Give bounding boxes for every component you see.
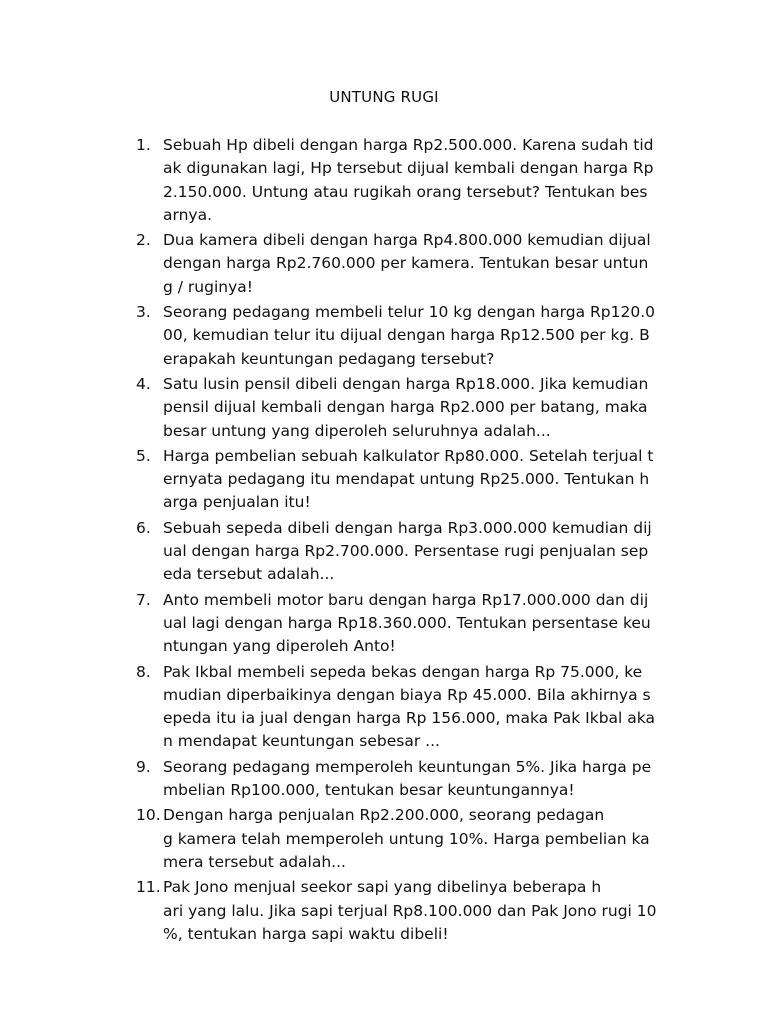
question-number: 3. <box>136 303 151 322</box>
page-title: UNTUNG RUGI <box>329 88 439 106</box>
question-text-line: Harga pembelian sebuah kalkulator Rp80.000. Setelah terjual t <box>163 446 654 465</box>
question-list <box>136 134 656 948</box>
question-text-line: Seorang pedagang memperoleh keuntungan 5%. Jika harga pe <box>163 757 652 776</box>
question-item <box>136 517 656 587</box>
question-number: 5. <box>136 446 151 465</box>
question-text-line: 00, kemudian telur itu dijual dengan harga Rp12.500 per kg. B <box>163 326 650 345</box>
question-text-line: Sebuah Hp dibeli dengan harga Rp2.500.000. Karena sudah tid <box>163 136 654 154</box>
question-text-line: erapakah keuntungan pedagang tersebut? <box>163 349 495 368</box>
question-text-line: ntungan yang diperoleh Anto! <box>163 637 396 656</box>
question-number: 10. <box>136 806 161 825</box>
question-text-line: 2.150.000. Untung atau rugikah orang tersebut? Tentukan bes <box>163 182 648 201</box>
question-item <box>136 445 656 515</box>
question-text-line: Dengan harga penjualan Rp2.200.000, seorang pedagan <box>163 806 605 825</box>
question-text-line: Satu lusin pensil dibeli dengan harga Rp18.000. Jika kemudian <box>163 374 649 393</box>
question-text-line: mera tersebut adalah... <box>163 852 346 871</box>
question-text-line: ual dengan harga Rp2.700.000. Persentase rugi penjualan sep <box>163 542 649 561</box>
question-text-line: ernyata pedagang itu mendapat untung Rp25.000. Tentukan h <box>163 470 650 489</box>
question-item <box>136 589 656 659</box>
question-text-line: besar untung yang diperoleh seluruhnya adalah... <box>163 421 551 440</box>
question-number: 4. <box>136 374 151 393</box>
question-text-line: arga penjualan itu! <box>163 493 311 512</box>
question-text-line: Dua kamera dibeli dengan harga Rp4.800.000 kemudian dijual <box>163 231 651 250</box>
question-text-line: arnya. <box>163 205 213 224</box>
question-text-line: mudian diperbaikinya dengan biaya Rp 45.000. Bila akhirnya s <box>163 685 651 704</box>
question-item <box>136 301 656 371</box>
question-item <box>136 876 656 946</box>
question-number: 2. <box>136 231 151 250</box>
question-text-line: Seorang pedagang membeli telur 10 kg dengan harga Rp120.0 <box>163 303 655 322</box>
question-text-line: g / ruginya! <box>163 277 253 296</box>
question-text-line: Sebuah sepeda dibeli dengan harga Rp3.000.000 kemudian dij <box>163 518 652 537</box>
question-text-line: eda tersebut adalah... <box>163 565 335 584</box>
question-text-line: Pak Ikbal membeli sepeda bekas dengan harga Rp 75.000, ke <box>163 662 643 681</box>
question-text-line: %, tentukan harga sapi waktu dibeli! <box>163 924 449 943</box>
question-number: 9. <box>136 757 151 776</box>
question-text-line: mbelian Rp100.000, tentukan besar keuntungannya! <box>163 781 575 800</box>
question-text-line: epeda itu ia jual dengan harga Rp 156.000, maka Pak Ikbal aka <box>163 709 655 728</box>
question-item <box>136 756 656 803</box>
question-text-line: ak digunakan lagi, Hp tersebut dijual kembali dengan harga Rp <box>163 159 654 178</box>
question-text-line: Pak Jono menjual seekor sapi yang dibelinya beberapa h <box>163 878 602 897</box>
question-text-line: Anto membeli motor baru dengan harga Rp17.000.000 dan dij <box>163 590 649 609</box>
question-item <box>136 134 656 227</box>
question-number: 11. <box>136 878 161 897</box>
question-number: 7. <box>136 590 151 609</box>
question-number: 6. <box>136 518 151 537</box>
question-item <box>136 804 656 874</box>
question-item <box>136 661 656 754</box>
question-text-line: g kamera telah memperoleh untung 10%. Harga pembelian ka <box>163 829 650 848</box>
question-text-line: ari yang lalu. Jika sapi terjual Rp8.100.000 dan Pak Jono rugi 10 <box>163 901 657 920</box>
question-number: 8. <box>136 662 151 681</box>
question-number: 1. <box>136 136 151 154</box>
question-text-line: n mendapat keuntungan sebesar ... <box>163 732 440 751</box>
question-text-line: pensil dijual kembali dengan harga Rp2.000 per batang, maka <box>163 398 648 417</box>
question-text-line: dengan harga Rp2.760.000 per kamera. Tentukan besar untun <box>163 254 649 273</box>
question-item <box>136 373 656 443</box>
question-text-line: ual lagi dengan harga Rp18.360.000. Tentukan persentase keu <box>163 613 651 632</box>
question-item <box>136 229 656 299</box>
